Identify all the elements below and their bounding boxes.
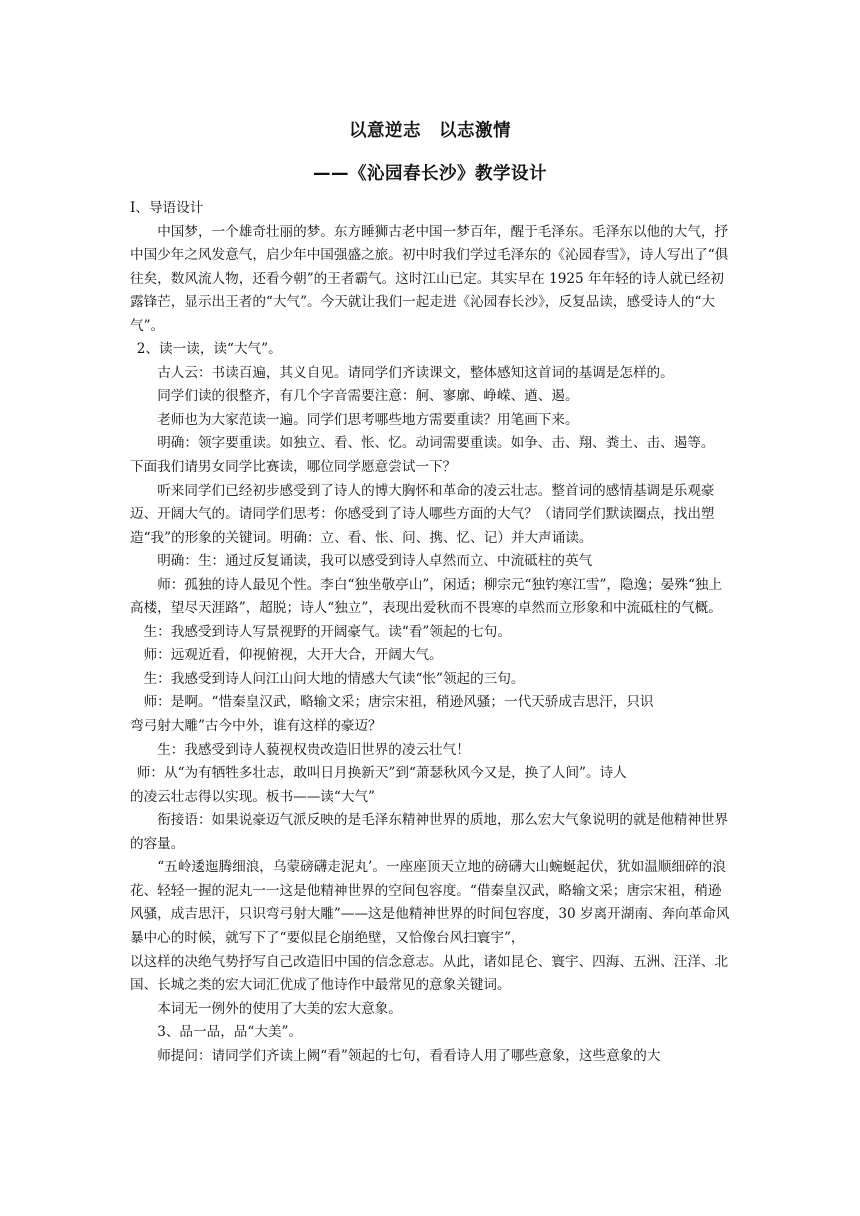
paragraph: 明确：生：通过反复诵读，我可以感受到诗人卓然而立、中流砥柱的英气 xyxy=(157,553,593,570)
paragraph: 下面我们请男女同学比赛读，哪位同学愿意尝试一下？ xyxy=(130,459,457,476)
paragraph: 生：我感受到诗人问江山问大地的情感大气读“怅”领起的三句。 xyxy=(143,670,525,687)
paragraph: 古人云：书读百遍，其义自见。请同学们齐读课文，整体感知这首词的基调是怎样的。 xyxy=(157,364,674,381)
paragraph: “五岭逶迤腾细浪，乌蒙磅礴走泥丸’。一座座顶天立地的磅礴大山蜿蜒起伏，犹如温顺细碎的浪花、轻轻一握的泥丸一一这是他精神世界的空间包容度。“借秦皇汉武，略输文采；唐宗宋祖，稍逊风骚，成吉思汗，只识弯弓射大雕”——这是他精神世界的时间包容度，30 岁离开湖南、奔向革命风暴中心的时候，就写下了“要似昆仑崩绝壁，又恰像台风扫寰宇”， xyxy=(130,859,730,946)
paragraph: 本词无一例外的使用了大美的宏大意象。 xyxy=(157,1000,402,1017)
document-subtitle: ——《沁园春长沙》教学设计 xyxy=(313,164,547,184)
paragraph: 生：我感受到诗人写景视野的开阔豪气。读“看”领起的七句。 xyxy=(143,623,511,640)
paragraph: 弯弓射大雕”古今中外，谁有这样的豪迈？ xyxy=(130,718,382,735)
paragraph: 老师也为大家范读一遍。同学们思考哪些地方需要重读？用笔画下来。 xyxy=(157,411,579,428)
paragraph: 以这样的决绝气势抒写自己改造旧中国的信念意志。从此，诸如昆仑、寰宇、四海、五洲、汪洋、北国、长城之类的宏大词汇优成了他诗作中最常见的意象关键词。 xyxy=(130,953,729,994)
paragraph: 同学们读的很整齐，有几个字音需要注意：舸、寥廓、峥嵘、遒、遏。 xyxy=(157,388,579,405)
paragraph: Ⅰ、导语设计 xyxy=(130,200,204,216)
paragraph: 中国梦，一个雄奇壮丽的梦。东方睡狮古老中国一梦百年，醒于毛泽东。毛泽东以他的大气，抒中国少年之风发意气，启少年中国强盛之旅。初中时我们学过毛泽东的《沁园春雪》，诗人写出了“俱往矣，数风流人物，还看今朝”的王者霸气。这时江山已定。其实早在 1925 年年轻的诗人就已经初露锋芒，显示出王者的“大气”。今天就让我们一起走进《沁园春长沙》，反复品读，感受诗人的“大气”。 xyxy=(130,223,729,334)
paragraph: 衔接语：如果说豪迈气派反映的是毛泽东精神世界的质地，那么宏大气象说明的就是他精神世界的容量。 xyxy=(130,812,729,852)
paragraph: 明确：领字要重读。如独立、看、怅、忆。动词需要重读。如争、击、翔、粪土、击、遏等。 xyxy=(157,435,715,452)
paragraph: 的凌云壮志得以实现。板书——读“大气” xyxy=(130,788,375,805)
paragraph: 师：远观近看，仰视俯视，大开大合，开阔大气。 xyxy=(143,647,443,664)
document-title: 以意逆志 以志激情 xyxy=(349,121,511,141)
paragraph: 3、品一品，品“大美”。 xyxy=(157,1024,303,1041)
paragraph: 师：是啊。“惜秦皇汉武，略输文采；唐宗宋祖，稍逊风骚；一代天骄成吉思汗，只识 xyxy=(143,694,654,711)
paragraph: 师提问：请同学们齐读上阙“看”领起的七句，看看诗人用了哪些意象，这些意象的大 xyxy=(157,1047,661,1064)
paragraph: 生：我感受到诗人藐视权贵改造旧世界的凌云壮气！ xyxy=(157,741,470,758)
paragraph: 师：从“为有牺牲多壮志，敢叫日月换新天”到“萧瑟秋风今又是，换了人间”。诗人 xyxy=(136,765,627,782)
paragraph: 师：孤独的诗人最见个性。李白“独坐敬亭山”，闲适；柳宗元“独钓寒江雪”，隐逸；晏殊“独上高楼，望尽天涯路”，超脱；诗人“独立”，表现出爱秋而不畏寒的卓然而立形象和中流砥柱的气概。 xyxy=(130,576,723,617)
paragraph: 2、读一读，读“大气”。 xyxy=(136,341,282,358)
document-body xyxy=(130,197,732,1068)
paragraph: 听来同学们已经初步感受到了诗人的博大胸怀和革命的凌云壮志。整首词的感情基调是乐观豪迈、开阔大气的。请同学们思考：你感受到了诗人哪些方面的大气？（请同学们默读圈点，找出塑造“我”的形象的关键词。明确：立、看、怅、问、携、忆、记）并大声诵读。 xyxy=(130,482,715,546)
